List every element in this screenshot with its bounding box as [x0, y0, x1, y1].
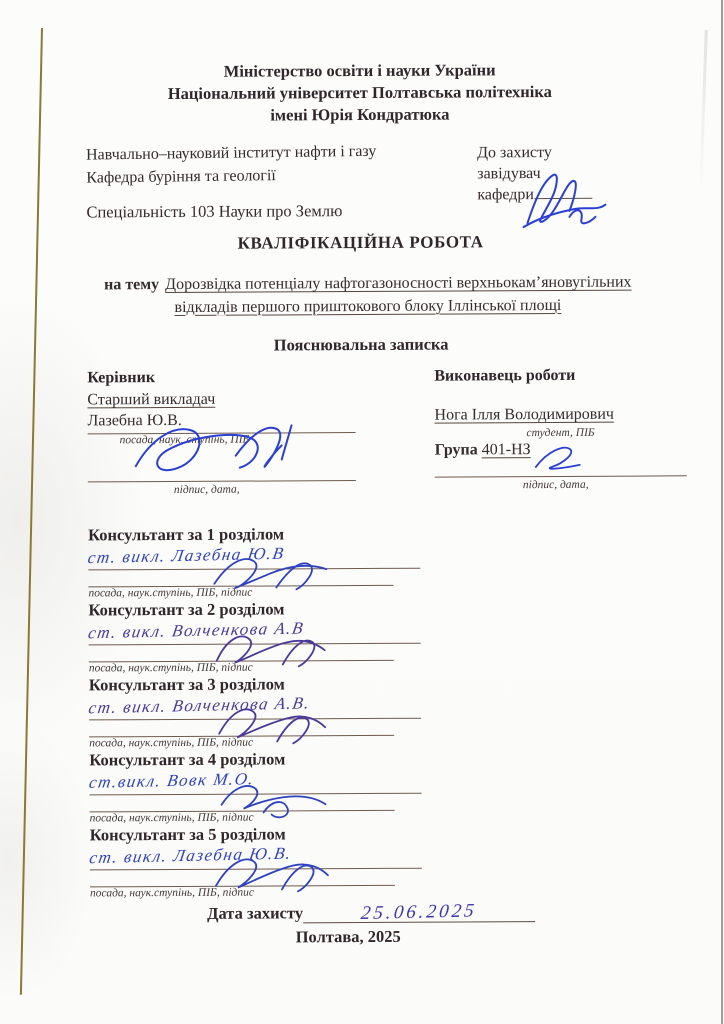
executor-caption-bottom: підпис, дата, [522, 478, 589, 492]
consultant-4-handwritten: ст.викл. Вовк М.О. [87, 769, 256, 792]
consultant-3-caption: посада, наук.ступінь, ПІБ, підпис [89, 736, 254, 750]
supervisor-signature-line [88, 447, 356, 482]
theme-block [71, 271, 665, 319]
supervisor-position: Старший викладач [87, 390, 216, 409]
department-name: Кафедра буріння та геології [86, 167, 276, 187]
work-type-title: КВАЛІФІКАЦІЙНА РОБОТА [237, 232, 484, 253]
specialty-line: Спеціальність 103 Науки про Землю [86, 201, 343, 222]
executor-block [434, 366, 687, 491]
theme-line1: Дорозвідка потенціалу нафтогазоносності верхньокам’яновугільних [165, 273, 632, 294]
executor-name: Нога Ілля Володимирович [434, 405, 614, 424]
consultant-3-title: Консультант за 3 розділом [88, 674, 285, 695]
consultant-4-signature-line [89, 794, 394, 813]
group-value: 401-НЗ [481, 441, 531, 459]
consultant-block-3 [89, 674, 429, 751]
university-line2: імені Юрія Кондратюка [270, 104, 450, 125]
consultant-block-2 [88, 599, 428, 676]
document-header [0, 58, 722, 128]
supervisor-caption-bottom: підпис, дата, [173, 483, 240, 496]
executor-signature-line [435, 462, 687, 477]
approval-line2: завідувач [477, 164, 541, 182]
consultant-5-signature-line [90, 869, 395, 888]
group-label: Група [434, 441, 478, 459]
approval-line1: До захисту [477, 144, 552, 162]
defense-date-line [303, 901, 535, 923]
consultant-5-title: Консультант за 5 розділом [89, 824, 286, 845]
city-year: Полтава, 2025 [295, 926, 401, 947]
approval-block [477, 143, 592, 206]
executor-caption-top: студент, ПІБ [526, 426, 595, 440]
executor-role-label: Виконавець роботи [434, 366, 576, 385]
supervisor-name: Лазебна Ю.В. [87, 411, 182, 430]
consultant-2-caption: посада, наук.ступінь, ПІБ, підпис [88, 661, 253, 675]
department-head-signature [513, 165, 613, 236]
supervisor-block [87, 368, 356, 496]
consultant-4-title: Консультант за 4 розділом [89, 749, 286, 770]
supervisor-role-label: Керівник [87, 369, 156, 387]
theme-line2: відкладів першого приштокового блоку Іллінської площі [174, 296, 562, 316]
consultant-3-signature-line [89, 719, 394, 738]
defense-date-label: Дата захисту [207, 903, 304, 923]
consultant-1-handwritten: ст. викл. Лазебна Ю.В [86, 543, 287, 568]
university-line1: Національний університет Полтавська політехніка [167, 82, 552, 104]
consultant-3-signature [207, 699, 337, 744]
defense-date-row [207, 901, 535, 924]
consultant-2-signature [207, 624, 337, 669]
consultant-4-signature [207, 774, 337, 819]
approval-line3: кафедри [477, 184, 592, 206]
consultant-3-handwritten: ст. викл. Волченкова А.В. [87, 693, 312, 718]
defense-date-handwritten: 25.06.2025 [360, 900, 479, 925]
executor-signature [530, 441, 590, 475]
supervisor-caption-top: посада, наук. ступінь, ПІБ [119, 433, 250, 447]
consultant-5-signature [208, 849, 338, 894]
supervisor-signature [115, 415, 335, 478]
consultant-5-caption: посада, наук.ступінь, ПІБ, підпис [89, 886, 254, 900]
consultant-block-1 [88, 524, 428, 601]
consultant-1-caption: посада, наук.ступінь, ПІБ, підпис [88, 586, 253, 600]
consultant-1-title: Консультант за 1 розділом [88, 524, 285, 545]
consultants-list [88, 524, 430, 901]
consultant-1-signature [206, 549, 336, 594]
subtitle: Пояснювальна записка [273, 334, 449, 355]
consultant-5-handwritten: ст. викл. Лазебна Ю.В. [88, 843, 294, 868]
ministry-line: Міністерство освіти і науки України [223, 60, 496, 81]
institute-block [86, 140, 377, 190]
institute-name: Навчально–науковий інститут нафти і газу [85, 142, 377, 164]
theme-label: на тему [104, 276, 160, 294]
consultant-block-5 [90, 824, 430, 901]
consultant-4-caption: посада, наук.ступінь, ПІБ, підпис [89, 811, 254, 825]
consultant-2-handwritten: ст. викл. Волченкова А.В [86, 618, 306, 643]
consultant-2-signature-line [89, 644, 394, 663]
consultant-block-4 [89, 749, 429, 826]
consultant-1-signature-line [88, 569, 393, 588]
consultant-2-title: Консультант за 2 розділом [88, 599, 285, 620]
